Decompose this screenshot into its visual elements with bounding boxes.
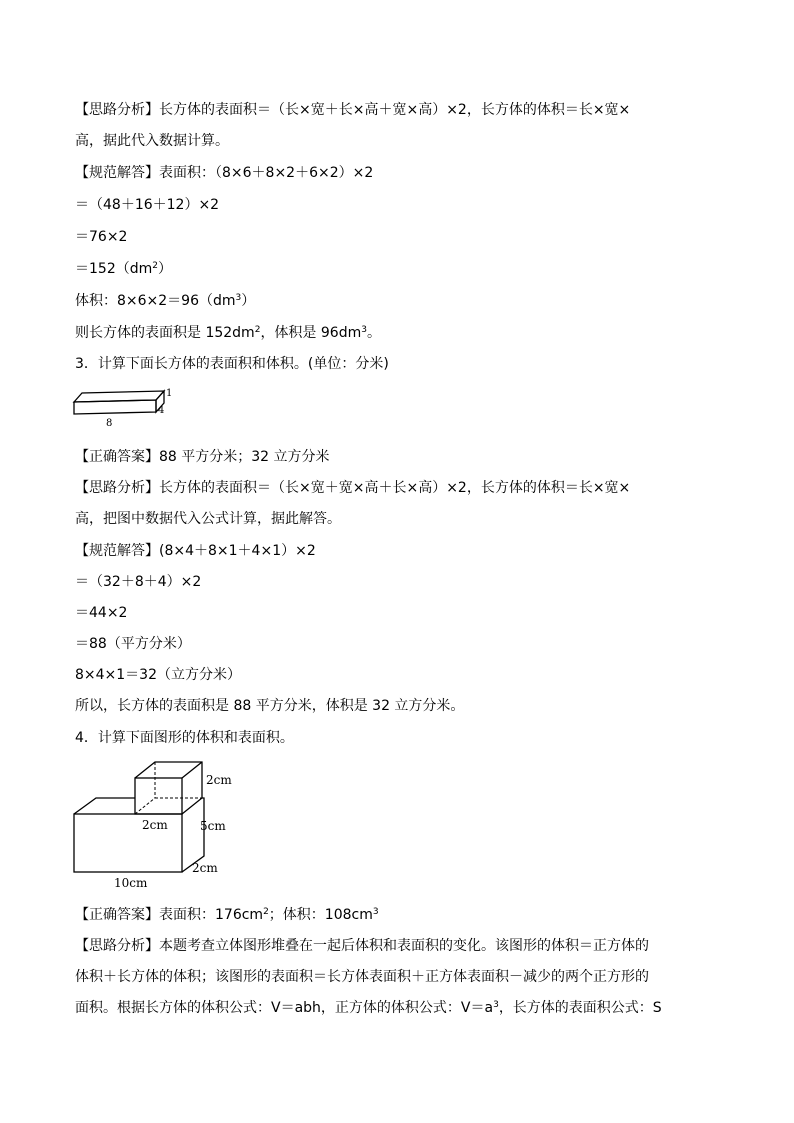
q3-solution-line-3: ＝44×2	[75, 605, 128, 621]
q3-solution-line-2: ＝（32＋8＋4）×2	[75, 574, 202, 590]
q4-analysis-line-3	[75, 998, 662, 1018]
q2-volume-sup: 3	[235, 293, 242, 303]
q4-analysis-3-a: 面积。根据长方体的体积公式：V＝abh，正方体的体积公式：V＝a	[75, 1000, 494, 1016]
q4-cube-hidden-diagonal	[135, 798, 155, 814]
q4-analysis-3-b: ，长方体的表面积公式：S	[498, 1000, 662, 1016]
q2-volume-line	[75, 291, 255, 311]
q2-solution-line-3: ＝76×2	[75, 229, 128, 245]
q3-conclusion: 所以，长方体的表面积是 88 平方分米，体积是 32 立方分米。	[75, 698, 465, 714]
q3-height-label: 1	[166, 388, 173, 399]
q4-analysis-3-sup: 3	[493, 1000, 499, 1010]
q4-answer-sup2: 3	[372, 907, 379, 917]
q4-cube-front-face	[135, 778, 182, 814]
q2-volume-close: ）	[241, 293, 256, 309]
q3-solution-line-1: 【规范解答】(8×4＋8×1＋4×1）×2	[75, 543, 316, 559]
q3-width-label: 4	[158, 405, 165, 416]
q4-analysis-line-1: 【思路分析】本题考查立体图形堆叠在一起后体积和表面积的变化。该图形的体积＝正方体的	[75, 938, 649, 954]
q2-conclusion-a: 则长方体的表面积是 152dm	[75, 325, 255, 341]
q3-cuboid-figure	[68, 384, 178, 430]
q2-analysis-line-2: 高，据此代入数据计算。	[75, 133, 229, 149]
q2-solution-line-1: 【规范解答】表面积：（8×6＋8×2＋6×2）×2	[75, 165, 374, 181]
q2-volume-text: 体积：8×6×2＝96（dm	[75, 293, 236, 309]
q2-solution-line-2: ＝（48＋16＋12）×2	[75, 197, 220, 213]
q2-analysis-line-1: 【思路分析】长方体的表面积＝（长×宽＋长×高＋宽×高）×2，长方体的体积＝长×宽×	[75, 102, 631, 118]
q4-box-depth-label: 2cm	[192, 861, 218, 875]
q4-question: 4．计算下面图形的体积和表面积。	[75, 730, 294, 746]
q2-conclusion-sup1: 2	[254, 325, 261, 335]
q4-answer-a: 【正确答案】表面积：176cm	[75, 907, 264, 923]
q2-conclusion-b: ，体积是 96dm	[260, 325, 362, 341]
q4-cube-top-right-edge	[182, 762, 202, 778]
q4-answer-sup1: 2	[263, 907, 269, 917]
q4-answer	[75, 905, 379, 925]
q4-box-length-label: 10cm	[114, 876, 148, 890]
q2-conclusion-c: 。	[366, 325, 381, 341]
q4-analysis-line-2: 体积＋长方体的体积；该图形的表面积＝长方体表面积＋正方体表面积－减少的两个正方形的	[75, 969, 649, 985]
q3-solution-line-5: 8×4×1＝32（立方分米）	[75, 667, 241, 683]
q2-solution-4-sup: 2	[152, 261, 158, 271]
q4-answer-b: ；体积：108cm	[268, 907, 373, 923]
q2-solution-line-4	[75, 259, 172, 279]
q4-cube-height-label: 2cm	[206, 773, 232, 787]
q4-stacked-solids-figure	[68, 758, 248, 893]
q3-cuboid-front-face	[74, 400, 156, 414]
q4-cube-width-label: 2cm	[142, 818, 168, 832]
q4-box-top-left-edge	[74, 798, 135, 814]
q2-conclusion-sup2: 3	[361, 325, 367, 335]
q3-analysis-line-1: 【思路分析】长方体的表面积＝（长×宽＋宽×高＋长×高）×2，长方体的体积＝长×宽×	[75, 480, 631, 496]
q3-question: 3．计算下面长方体的表面积和体积。(单位：分米)	[75, 356, 389, 372]
q3-length-label: 8	[106, 418, 113, 429]
q3-answer: 【正确答案】88 平方分米；32 立方分米	[75, 449, 330, 465]
q3-solution-line-4: ＝88（平方分米）	[75, 636, 191, 652]
q2-solution-4-text: ＝152（dm	[75, 261, 153, 277]
q4-box-height-label: 5cm	[200, 819, 226, 833]
q2-conclusion-line	[75, 323, 381, 343]
q3-analysis-line-2: 高，把图中数据代入公式计算，据此解答。	[75, 511, 341, 527]
q2-solution-4-close: ）	[157, 261, 172, 277]
